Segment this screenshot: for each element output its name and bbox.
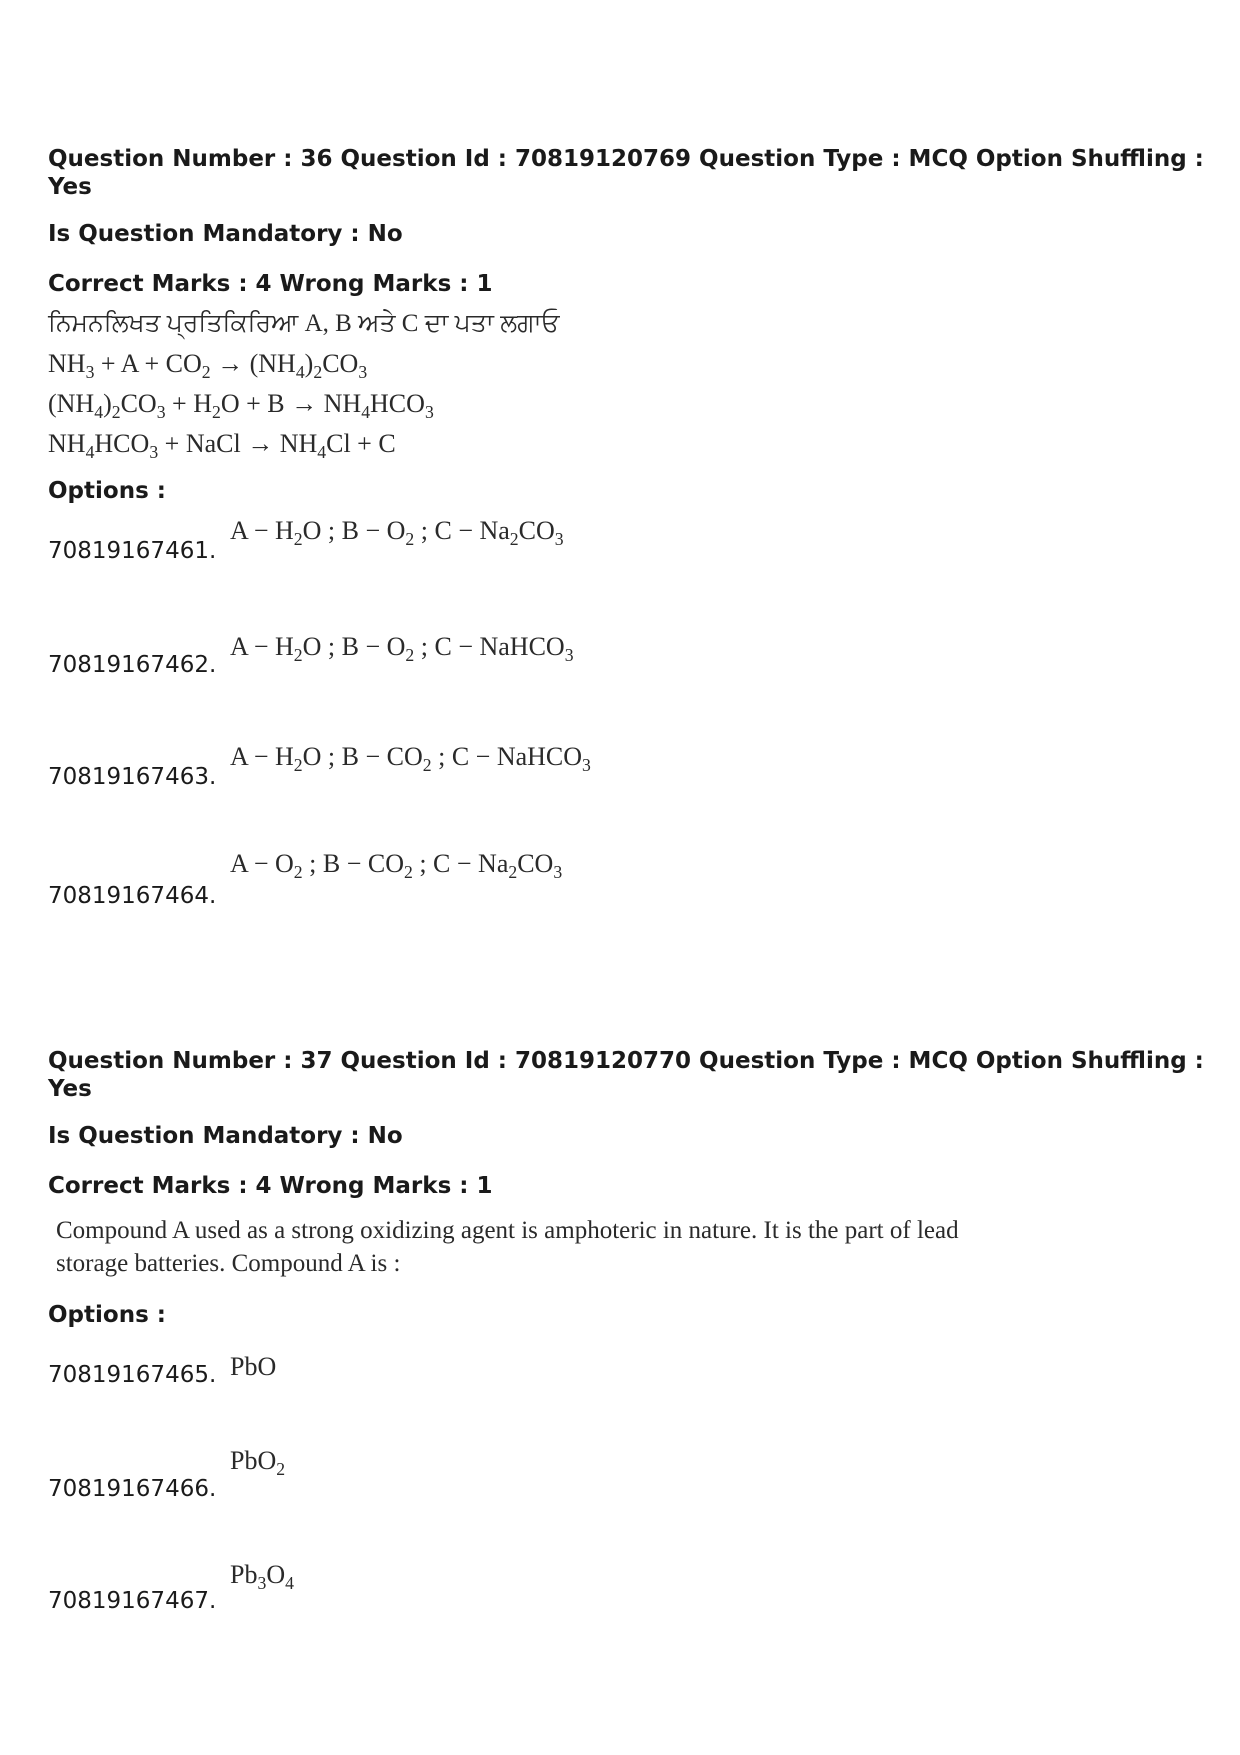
option-id: 70819167462. xyxy=(48,651,217,678)
stem-formula-line: $NH_4HCO_3$ + NaCl → $NH_4Cl + C$ xyxy=(48,429,396,463)
options-label: Options : xyxy=(48,1302,166,1329)
question-header: Question Number : 37 Question Id : 70819120770 Question Type : MCQ Option Shuffling : Yes xyxy=(48,1048,1204,1102)
option-id: 70819167463. xyxy=(48,763,217,790)
stem-line: ਨਿਮਨਲਿਖਤ ਪ੍ਰਤਿਕਿਰਿਆ A, B ਅਤੇ C ਦਾ ਪਤਾ ਲਗਾਓ xyxy=(48,310,560,338)
question-stem xyxy=(48,1214,1208,1280)
option-id: 70819167461. xyxy=(48,537,217,564)
option-formula: $Pb_3O_4$ xyxy=(230,1559,294,1594)
option-item[interactable] xyxy=(48,741,591,790)
option-id: 70819167464. xyxy=(48,882,217,909)
stem-formula-line: $NH_3 + A + CO_2 \to (NH_4)_2CO_3$ xyxy=(48,349,368,383)
question-36 xyxy=(48,146,1208,909)
option-item[interactable] xyxy=(48,1445,286,1502)
stem-line: storage batteries. Compound A is : xyxy=(56,1250,401,1278)
option-formula: PbO xyxy=(230,1351,277,1381)
option-formula: $A - H_2O$ ; $B - CO_2$ ; C − NaHCO$_3$ xyxy=(230,741,591,776)
option-id: 70819167466. xyxy=(48,1475,217,1502)
option-formula: PbO$_2$ xyxy=(230,1445,286,1480)
options-label: Options : xyxy=(48,478,166,505)
question-stem xyxy=(48,304,1208,464)
option-item[interactable] xyxy=(48,1559,294,1614)
option-item[interactable] xyxy=(48,631,574,678)
marks-line: Correct Marks : 4 Wrong Marks : 1 xyxy=(48,270,493,297)
option-item[interactable] xyxy=(48,848,563,909)
option-item[interactable] xyxy=(48,515,564,564)
option-formula: $A - O_2$ ; $B - CO_2$ ; $C - Na_2CO_3$ xyxy=(230,848,563,883)
option-id: 70819167465. xyxy=(48,1361,217,1388)
option-item[interactable] xyxy=(48,1351,277,1388)
mandatory-line: Is Question Mandatory : No xyxy=(48,1123,403,1150)
option-formula: $A - H_2O$ ; $B - O_2$ ; C − NaHCO$_3$ xyxy=(230,631,574,666)
option-id: 70819167467. xyxy=(48,1587,217,1614)
stem-line: Compound A used as a strong oxidizing agent is amphoteric in nature. It is the part of lead xyxy=(56,1217,959,1245)
option-formula: $A - H_2O$ ; $B - O_2$ ; $C - Na_2CO_3$ xyxy=(230,515,564,550)
question-header: Question Number : 36 Question Id : 70819120769 Question Type : MCQ Option Shuffling : Yes xyxy=(48,146,1204,200)
marks-line: Correct Marks : 4 Wrong Marks : 1 xyxy=(48,1172,493,1199)
stem-formula-line: $(NH_4)_2CO_3 + H_2O + B \to NH_4HCO_3$ xyxy=(48,389,434,423)
mandatory-line: Is Question Mandatory : No xyxy=(48,221,403,248)
question-37 xyxy=(48,1048,1208,1614)
